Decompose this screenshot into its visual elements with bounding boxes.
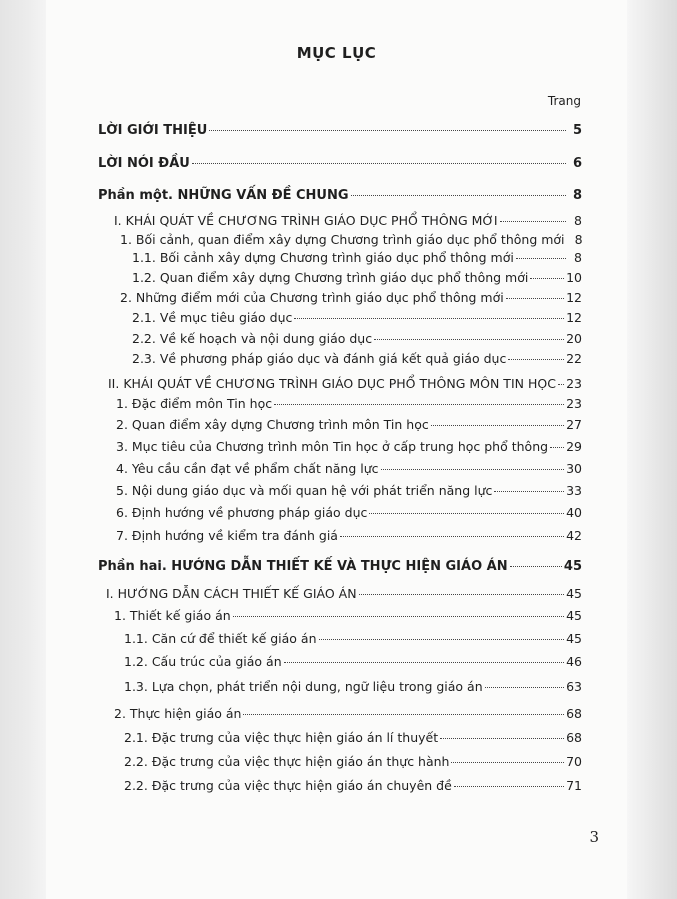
toc-leader <box>454 785 564 787</box>
toc-entry-page: 71 <box>566 778 582 793</box>
toc-leader <box>485 686 564 688</box>
toc-entry-page: 68 <box>566 706 582 721</box>
toc-entry <box>98 156 582 174</box>
toc-entry-page: 46 <box>566 654 582 669</box>
toc-leader <box>451 761 564 763</box>
toc-entry <box>116 483 582 501</box>
toc-leader <box>274 403 564 405</box>
toc-entry-page: 45 <box>566 631 582 646</box>
toc-entry-label: LỜI GIỚI THIỆU <box>98 123 208 138</box>
toc-entry-label: 2.2. Đặc trưng của việc thực hiện giáo án chuyên đề <box>124 778 452 793</box>
toc-entry-page: 68 <box>566 730 582 745</box>
toc-entry-page: 45 <box>566 586 582 601</box>
toc-entry <box>108 376 582 394</box>
toc-entry-label: I. KHÁI QUÁT VỀ CHƯƠNG TRÌNH GIÁO DỤC PHỔ THÔNG MỚI <box>114 213 498 228</box>
toc-leader <box>233 615 564 617</box>
toc-entry-page: 10 <box>566 270 582 285</box>
toc-entry <box>124 654 582 672</box>
toc-entry-page: 40 <box>566 505 582 520</box>
toc-entry <box>124 631 582 649</box>
toc-entry <box>120 290 582 308</box>
toc-entry-page: 8 <box>574 250 582 265</box>
toc-entry-page: 30 <box>566 461 582 476</box>
toc-entry <box>120 232 582 250</box>
toc-entry-label: 1. Đặc điểm môn Tin học <box>116 396 273 411</box>
toc-entry-label: 1.2. Quan điểm xây dựng Chương trình giáo dục phổ thông mới <box>132 270 529 285</box>
toc-entry <box>98 123 582 141</box>
toc-entry-page: 27 <box>566 417 582 432</box>
toc-leader <box>374 338 564 340</box>
toc-entry <box>116 417 582 435</box>
toc-entry-label: 2. Quan điểm xây dựng Chương trình môn Tin học <box>116 417 429 432</box>
toc-leader <box>369 512 564 514</box>
toc-entry-label: 2. Thực hiện giáo án <box>114 706 242 721</box>
toc-entry-label: 7. Định hướng về kiểm tra đánh giá <box>116 528 338 543</box>
toc-entry-page: 23 <box>566 396 582 411</box>
toc-entry-label: 4. Yêu cầu cần đạt về phẩm chất năng lực <box>116 461 379 476</box>
toc-leader <box>243 713 564 715</box>
toc-entry <box>132 270 582 288</box>
toc-leader <box>506 297 564 299</box>
toc-leader <box>359 593 565 595</box>
toc-leader <box>209 129 566 131</box>
toc-entry-label: LỜI NÓI ĐẦU <box>98 156 190 171</box>
toc-entry <box>132 331 582 349</box>
toc-leader <box>550 446 564 448</box>
toc-entry-page: 12 <box>566 310 582 325</box>
toc-leader <box>440 737 564 739</box>
toc-leader <box>558 383 564 385</box>
toc-leader <box>192 162 566 164</box>
toc-entry-label: 2.1. Về mục tiêu giáo dục <box>132 310 293 325</box>
toc-entry-label: 2.2. Đặc trưng của việc thực hiện giáo án thực hành <box>124 754 450 769</box>
toc-entry-label: Phần hai. HƯỚNG DẪN THIẾT KẾ VÀ THỰC HIỆN GIÁO ÁN <box>98 559 508 574</box>
toc-leader <box>530 277 564 279</box>
toc-entry-label: 1. Thiết kế giáo án <box>114 608 231 623</box>
toc-entry-page: 42 <box>566 528 582 543</box>
toc-entry-page: 8 <box>574 213 582 228</box>
page-title: MỤC LỤC <box>296 44 377 62</box>
toc-entry-page: 5 <box>572 123 582 138</box>
toc-entry <box>98 559 582 577</box>
toc-entry <box>114 213 582 231</box>
toc-entry-page: 23 <box>566 376 582 391</box>
toc-entry-page: 45 <box>566 608 582 623</box>
toc-entry-page: 70 <box>566 754 582 769</box>
toc-leader <box>381 468 565 470</box>
toc-entry-label: 1.1. Căn cứ để thiết kế giáo án <box>124 631 317 646</box>
toc-entry <box>116 461 582 479</box>
toc-entry-label: 1.2. Cấu trúc của giáo án <box>124 654 282 669</box>
toc-entry <box>132 351 582 369</box>
toc-entry-page: 63 <box>566 679 582 694</box>
toc-entry-label: Phần một. NHỮNG VẤN ĐỀ CHUNG <box>98 188 349 203</box>
toc-leader <box>510 565 562 567</box>
toc-leader <box>351 194 566 196</box>
toc-leader <box>319 638 565 640</box>
toc-entry-label: 1.3. Lựa chọn, phát triển nội dung, ngữ liệu trong giáo án <box>124 679 483 694</box>
toc-entry-page: 6 <box>572 156 582 171</box>
toc-entry <box>124 754 582 772</box>
toc-entry <box>124 778 582 796</box>
toc-entry-page: 33 <box>566 483 582 498</box>
toc-entry-label: I. HƯỚNG DẪN CÁCH THIẾT KẾ GIÁO ÁN <box>106 586 357 601</box>
page-column-label: Trang <box>547 94 581 108</box>
toc-leader <box>508 358 564 360</box>
toc-entry <box>114 608 582 626</box>
book-edge-right <box>627 0 677 899</box>
toc-entry <box>116 396 582 414</box>
toc-entry-label: 2.2. Về kế hoạch và nội dung giáo dục <box>132 331 373 346</box>
toc-leader <box>340 535 564 537</box>
toc-entry-page: 22 <box>566 351 582 366</box>
toc-entry-label: 3. Mục tiêu của Chương trình môn Tin học ở cấp trung học phổ thông <box>116 439 549 454</box>
toc-leader <box>431 424 564 426</box>
toc-leader <box>494 490 564 492</box>
toc-entry-page: 8 <box>572 188 582 203</box>
toc-entry-label: 2.1. Đặc trưng của việc thực hiện giáo án lí thuyết <box>124 730 439 745</box>
toc-entry <box>116 505 582 523</box>
toc-entry-page: 45 <box>563 559 582 574</box>
toc-entry-label: 2.3. Về phương pháp giáo dục và đánh giá kết quả giáo dục <box>132 351 507 366</box>
toc-entry-label: 5. Nội dung giáo dục và mối quan hệ với phát triển năng lực <box>116 483 493 498</box>
toc-entry-label: 6. Định hướng về phương pháp giáo dục <box>116 505 368 520</box>
toc-entry-label: 1.1. Bối cảnh xây dựng Chương trình giáo dục phổ thông mới <box>132 250 514 265</box>
toc-entry-page: 12 <box>566 290 582 305</box>
toc-leader <box>516 257 566 259</box>
toc-entry-label: 2. Những điểm mới của Chương trình giáo dục phổ thông mới <box>120 290 504 305</box>
toc-entry <box>132 250 582 268</box>
toc-entry <box>106 586 582 604</box>
toc-entry <box>124 730 582 748</box>
toc-entry <box>124 679 582 697</box>
toc-entry-page: 20 <box>566 331 582 346</box>
toc-leader <box>284 661 564 663</box>
toc-entry <box>98 188 582 206</box>
toc-entry-page: 29 <box>566 439 582 454</box>
toc-entry <box>114 706 582 724</box>
book-gutter-left <box>0 0 46 899</box>
toc-entry <box>116 439 582 457</box>
document-page <box>46 0 627 899</box>
toc-entry <box>116 528 582 546</box>
toc-entry-label: II. KHÁI QUÁT VỀ CHƯƠNG TRÌNH GIÁO DỤC PHỔ THÔNG MÔN TIN HỌC <box>108 376 556 391</box>
toc-entry-page: 8 <box>574 232 583 247</box>
toc-leader <box>500 220 566 222</box>
toc-entry <box>132 310 582 328</box>
page-number: 3 <box>589 828 599 846</box>
toc-entry-label: 1. Bối cảnh, quan điểm xây dựng Chương trình giáo dục phổ thông mới <box>120 232 565 247</box>
toc-leader <box>294 317 564 319</box>
